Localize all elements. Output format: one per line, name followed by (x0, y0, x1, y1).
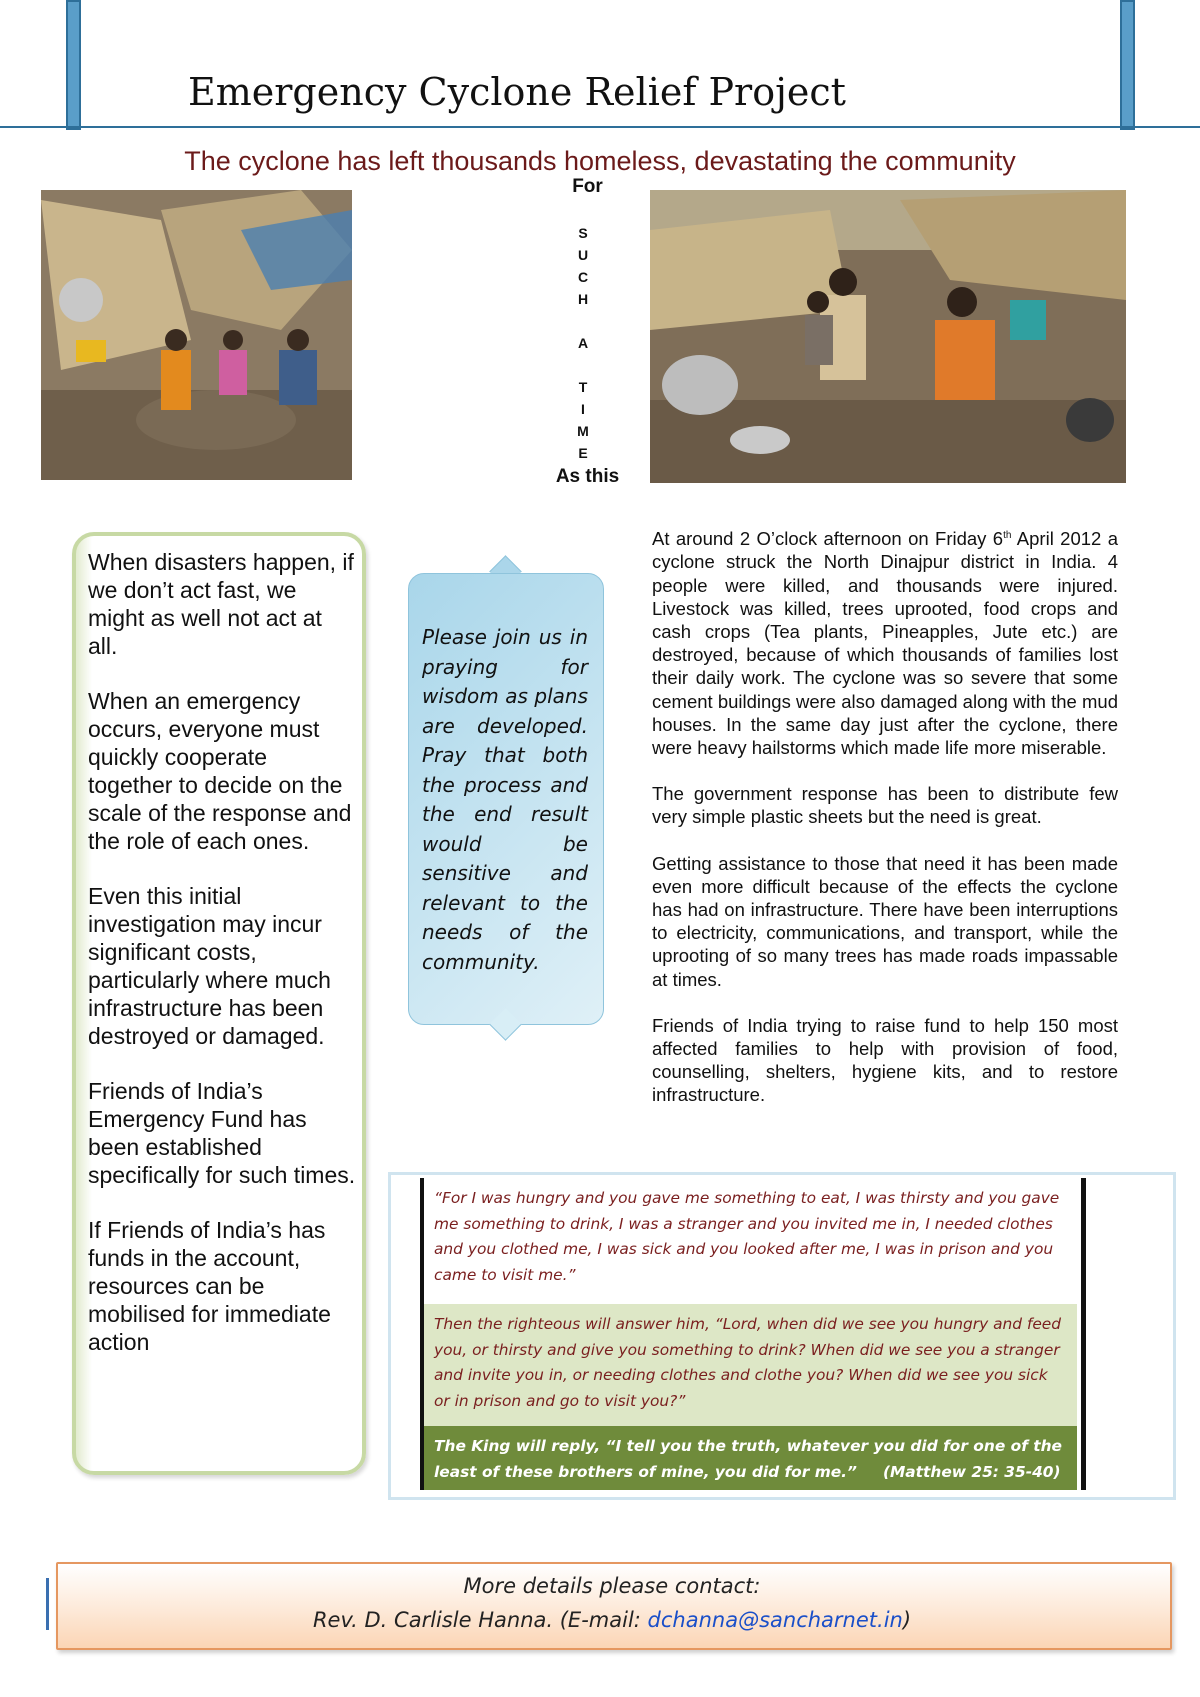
scripture-reply: The King will reply, “I tell you the truth, whatever you did for one of the least of these brothers of mine, you did for me.” (434, 1437, 1062, 1481)
header-right-bar (1120, 0, 1135, 130)
left-info-text (88, 548, 356, 1383)
story-paragraph: The government response has been to distribute few very simple plastic sheets but the need is great. (652, 783, 1118, 828)
page-title: Emergency Cyclone Relief Project (188, 70, 846, 114)
story-text (652, 524, 1118, 1130)
caption-as-this: As this (555, 466, 620, 487)
caption-letter: A (577, 335, 589, 351)
left-paragraph: If Friends of India’s has funds in the account, resources can be mobilised for immediate action (88, 1217, 331, 1355)
scripture-border (420, 1178, 1086, 1490)
story-date-text: At around 2 O’clock afternoon on Friday 6 (652, 528, 1004, 550)
caption-letter: I (581, 401, 585, 417)
story-paragraph: Getting assistance to those that need it has been made even more difficult because of the effects the cyclone has had on infrastructure. There have been interruptions to electricity, communications, and transport, while the uprooting of so many trees has made roads impassable at times. (652, 852, 1118, 990)
cyclone-photo-right (650, 190, 1126, 483)
left-paragraph: When disasters happen, if we don’t act fast, we might as well not act at all. (88, 549, 354, 659)
scripture-block-2: Then the righteous will answer him, “Lord, when did we see you hungry and feed you, or thirsty and give you something to drink? When did we see you a stranger and invite you in, or needing clothes and clothe you? When did we see you sick or in prison and go to visit you?” (424, 1304, 1077, 1426)
header-left-bar (66, 0, 81, 130)
contact-suffix: ) (902, 1608, 912, 1632)
left-paragraph: When an emergency occurs, everyone must quickly cooperate together to decide on the scale of the response and the role of each ones. (88, 688, 352, 854)
story-paragraph: Friends of India trying to raise fund to help 150 most affected families to help with provision of food, counselling, shelters, hygiene kits, and to restore infrastructure. (652, 1014, 1118, 1106)
prayer-text: Please join us in praying for wisdom as plans are developed. Pray that both the process and the end result would be sensitive and relevant to the needs of the community. (422, 625, 588, 974)
caption-letter: E (578, 445, 588, 461)
header-rule (0, 126, 1200, 128)
caption-letters (568, 222, 598, 464)
story-paragraph (652, 524, 1118, 759)
scripture-reference: (Matthew 25: 35-40) (882, 1462, 1061, 1481)
contact-email-link[interactable]: dchanna@sancharnet.in (647, 1608, 903, 1632)
page-subtitle: The cyclone has left thousands homeless, devastating the community (184, 146, 1016, 176)
caption-letter: T (578, 379, 588, 395)
cyclone-photo-left (41, 190, 352, 480)
caption-letter (568, 310, 598, 332)
contact-heading: More details please contact: (463, 1574, 761, 1598)
caption-letter: C (577, 269, 589, 285)
scripture-block-1: “For I was hungry and you gave me something to eat, I was thirsty and you gave me something to drink, I was a stranger and you invited me in, I needed clothes and you clothed me, I was sick and you looked after me, I was in prison and you came to visit me.” (424, 1178, 1077, 1304)
caption-letter: M (577, 423, 589, 439)
caption-for: For (572, 176, 603, 197)
caption-letter: U (577, 247, 589, 263)
contact-name: Rev. D. Carlisle Hanna. (E-mail: (312, 1608, 648, 1632)
caption-letter: S (578, 225, 588, 241)
contact-edge-mark (46, 1578, 49, 1630)
left-paragraph: Even this initial investigation may incur significant costs, particularly where much infrastructure has been destroyed or damaged. (88, 883, 331, 1049)
contact-details (56, 1608, 1168, 1632)
story-paragraph-rest: April 2012 a cyclone struck the North Dinajpur district in India. 4 people were killed, and thousands were injured. Livestock was killed, trees uprooted, food crops and cash crops (Tea plants, Pineapples, Jute etc.) are destroyed, because of which thousands of families lost their daily work. The cyclone was so severe that some cement buildings were also damaged along with the mud houses. In the same day just after the cyclone, there were heavy hailstorms which made life more miserable. (652, 528, 1118, 758)
left-paragraph: Friends of India’s Emergency Fund has been established specifically for such times. (88, 1078, 356, 1188)
date-suffix: th (1003, 530, 1012, 541)
caption-letter (568, 354, 598, 376)
caption-letter: H (577, 291, 589, 307)
